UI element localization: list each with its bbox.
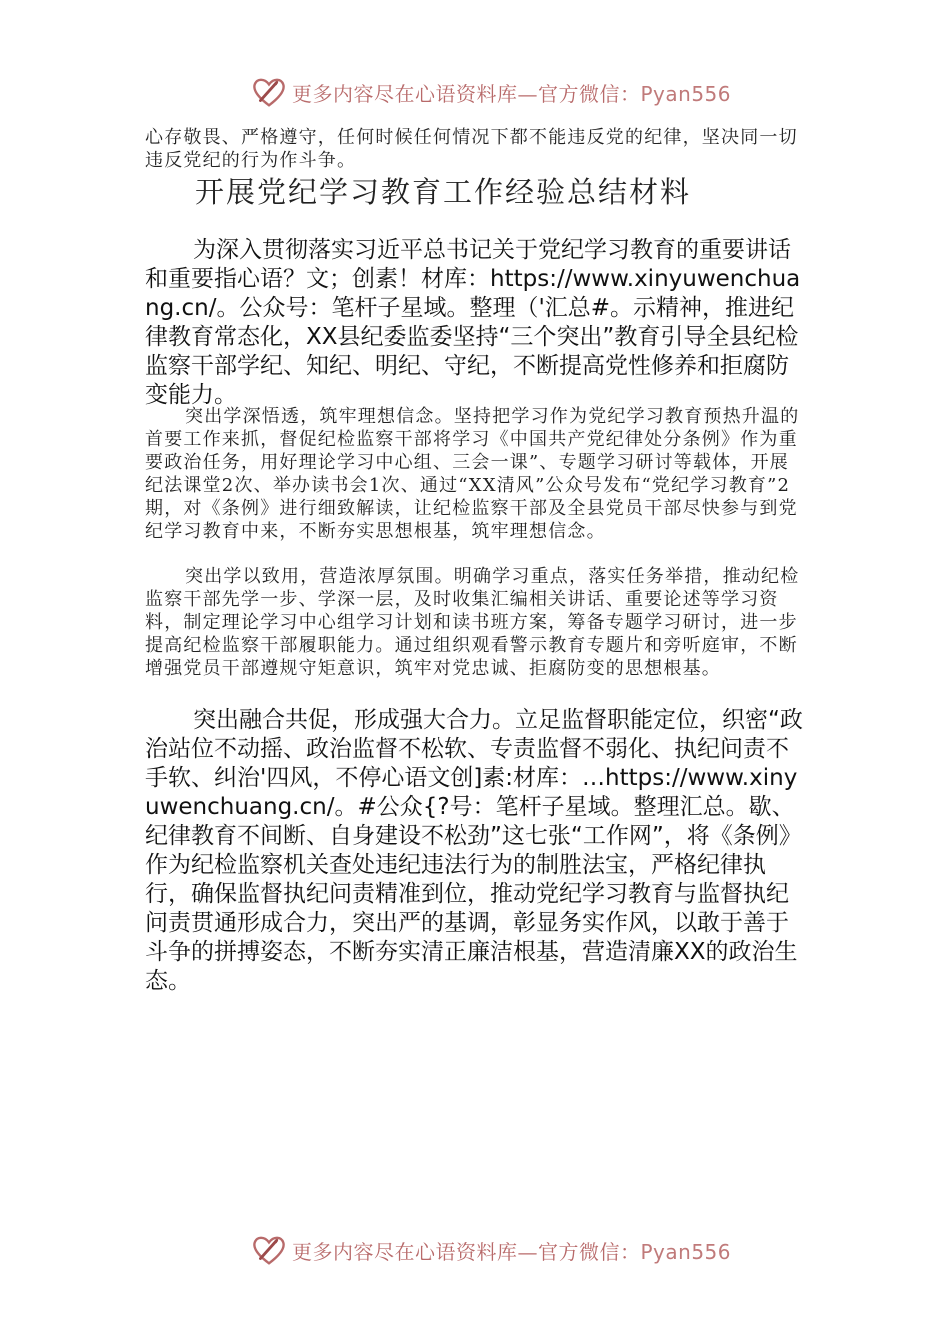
paragraph-text: 突出学以致用，营造浓厚氛围。明确学习重点，落实任务举措，推动纪检监察干部先学一步、学深一层，及时收集汇编相关讲话、重要论述等学习资料，制定理论学习中心组学习计划和读书班方案，筹备专题学习研讨，进一步提高纪检监察干部履职能力。通过组织观看警示教育专题片和旁听庭审，不断增强党员干部遵规守矩意识，筑牢对党忠诚、拒腐防变的思想根基。	[145, 566, 800, 679]
intro-block	[145, 126, 805, 172]
document-title: 开展党纪学习教育工作经验总结材料	[195, 175, 692, 209]
footer-banner-text: 更多内容尽在心语资料库—官方微信：Pyan556	[292, 1239, 732, 1264]
paragraph-2	[145, 405, 805, 543]
paragraph-text: 突出融合共促，形成强大合力。立足监督职能定位，织密“政治站位不动摇、政治监督不松软、专责监督不弱化、执纪问责不手软、纠治'四风，不停心语文创]素:材库：…https://www.xinyuwenchuang.cn/。#公众{?号：笔杆子星域。整理汇总。歇、纪律教育不间断、自身建设不松劲”这七张“工作网”，将《条例》作为纪检监察机关查处违纪违法行为的制胜法宝，严格纪律执行，确保监督执纪问责精准到位，推动党纪学习教育与监督执纪问责贯通形成合力，突出严的基调，彰显务实作风，以敢于善于斗争的拼搏姿态，不断夯实清正廉洁根基，营造清廉XX的政治生态。	[145, 707, 803, 994]
paragraph-1	[145, 236, 805, 410]
heart-pen-logo-icon	[250, 1231, 288, 1269]
header-wechat-id: Pyan556	[640, 81, 732, 106]
paragraph-4	[145, 706, 805, 996]
paragraph-text: 突出学深悟透，筑牢理想信念。坚持把学习作为党纪学习教育预热升温的首要工作来抓，督促纪检监察干部将学习《中国共产党纪律处分条例》作为重要政治任务，用好理论学习中心组、三会一课”、专题学习研讨等载体，开展纪法课堂2次、举办读书会1次、通过“XX清风”公众号发布“党纪学习教育”2期，对《条例》进行细致解读，让纪检监察干部及全县党员干部尽快参与到党纪学习教育中来，不断夯实思想根基，筑牢理想信念。	[145, 406, 800, 542]
intro-text: 心存敬畏、严格遵守，任何时候任何情况下都不能违反党的纪律，坚决同一切违反党纪的行为作斗争。	[145, 127, 798, 171]
header-banner-text: 更多内容尽在心语资料库—官方微信：Pyan556	[292, 81, 732, 106]
paragraph-text: 为深入贯彻落实习近平总书记关于党纪学习教育的重要讲话和重要指心语？文；创素！材库：https://www.xinyuwenchuang.cn/。公众号：笔杆子星域。整理（'汇总#。示精神，推进纪律教育常态化，XX县纪委监委坚持“三个突出”教育引导全县纪检监察干部学纪、知纪、明纪、守纪，不断提高党性修养和拒腐防变能力。	[145, 237, 801, 408]
heart-pen-logo-icon	[250, 73, 288, 111]
paragraph-3	[145, 565, 805, 680]
header-banner	[250, 72, 770, 112]
footer-wechat-id: Pyan556	[640, 1239, 732, 1264]
footer-banner	[250, 1230, 770, 1270]
